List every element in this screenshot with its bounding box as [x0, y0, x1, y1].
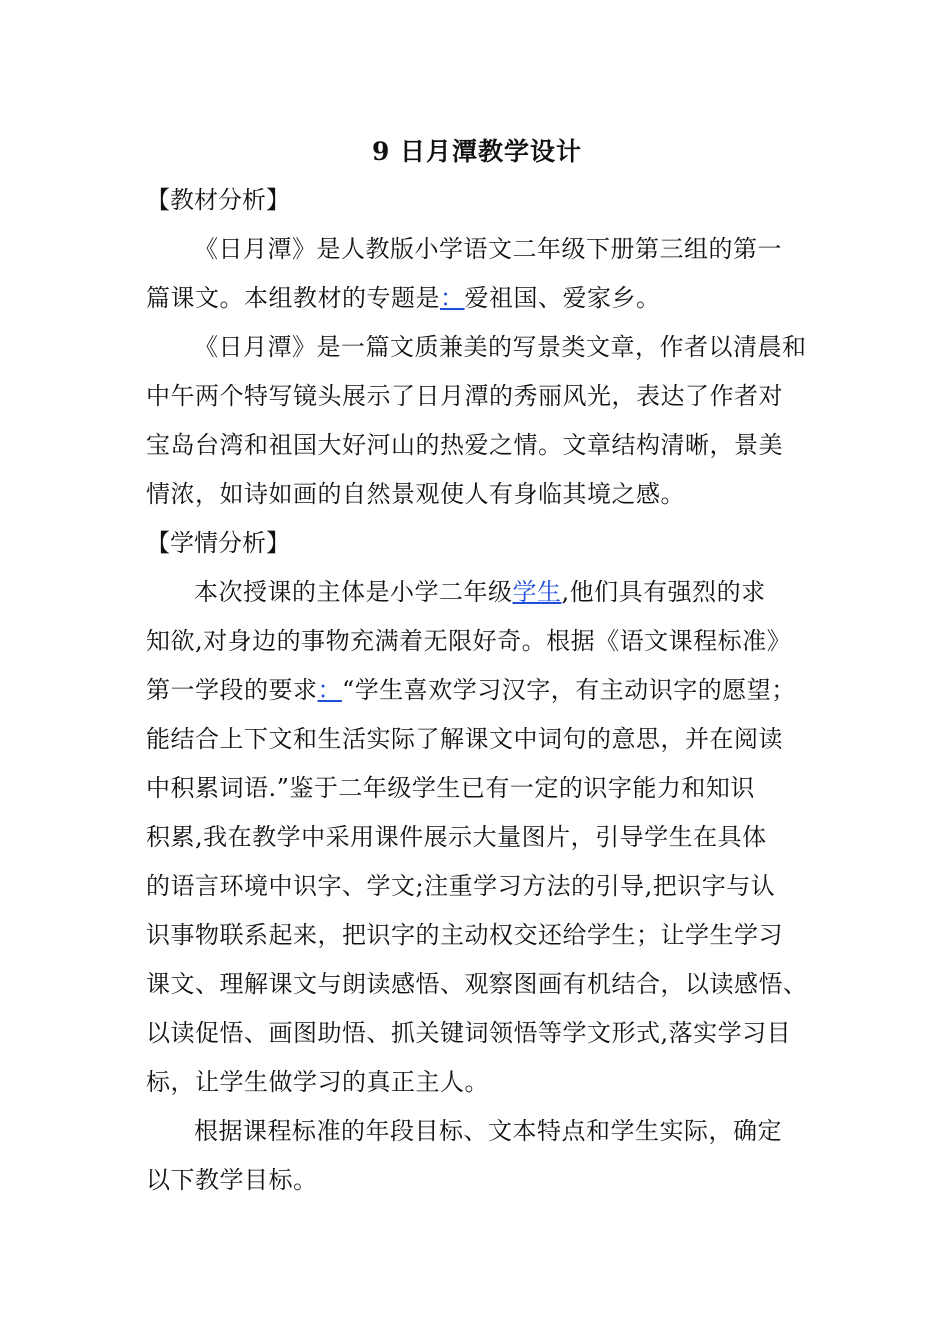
text-line: 以读促悟、画图助悟、抓关键词领悟等学文形式,落实学习目	[146, 1019, 792, 1047]
text-line: 根据课程标准的年段目标、文本特点和学生实际，确定	[194, 1117, 782, 1145]
text-segment: 篇课文。本组教材的专题是	[146, 284, 440, 312]
text-line	[146, 666, 808, 715]
text-line: 识事物联系起来，把识字的主动权交还给学生；让学生学习	[146, 921, 783, 949]
text-line: 《日月潭》是一篇文质兼美的写景类文章，作者以清晨和	[194, 333, 807, 361]
text-segment: “学生喜欢学习汉字，有主动识字的愿望；	[342, 676, 796, 704]
document-title: 9 日月潭教学设计	[371, 137, 583, 166]
text-segment: 本次授课的主体是小学二年级	[194, 578, 513, 606]
text-segment: 第一学段的要求	[146, 676, 318, 704]
text-segment: ,他们具有强烈的求	[561, 578, 766, 606]
text-line	[146, 568, 808, 617]
paragraph-teaching-goals-intro	[146, 1107, 808, 1205]
section-heading-textbook-analysis: 【教材分析】	[146, 186, 290, 214]
text-line: 中积累词语.”鉴于二年级学生已有一定的识字能力和知识	[146, 774, 755, 802]
text-line: 《日月潭》是人教版小学语文二年级下册第三组的第一	[194, 235, 782, 263]
text-line: 以下教学目标。	[146, 1166, 318, 1194]
document-page	[146, 128, 808, 1205]
text-line: 积累,我在教学中采用课件展示大量图片，引导学生在具体	[146, 823, 767, 851]
text-line: 的语言环境中识字、学文;注重学习方法的引导,把识字与认	[146, 872, 776, 900]
text-segment: 爱祖国、爱家乡。	[464, 284, 661, 312]
text-line: 标，让学生做学习的真正主人。	[146, 1068, 489, 1096]
hyperlink-colon[interactable]: ：	[317, 676, 342, 704]
text-line: 知欲,对身边的事物充满着无限好奇。根据《语文课程标准》	[146, 627, 792, 655]
text-line: 宝岛台湾和祖国大好河山的热爱之情。文章结构清晰，景美	[146, 431, 783, 459]
paragraph-textbook-description	[146, 323, 808, 519]
paragraph-student-analysis	[146, 568, 808, 1107]
hyperlink-colon[interactable]: ：	[440, 284, 465, 312]
hyperlink-students[interactable]: 学生	[512, 578, 562, 606]
text-line: 中午两个特写镜头展示了日月潭的秀丽风光，表达了作者对	[146, 382, 783, 410]
text-line: 能结合上下文和生活实际了解课文中词句的意思，并在阅读	[146, 725, 783, 753]
text-line	[146, 274, 808, 323]
section-heading-student-analysis: 【学情分析】	[146, 529, 290, 557]
text-line: 课文、理解课文与朗读感悟、观察图画有机结合，以读感悟、	[146, 970, 808, 998]
paragraph-textbook-intro	[146, 225, 808, 323]
text-line: 情浓，如诗如画的自然景观使人有身临其境之感。	[146, 480, 685, 508]
